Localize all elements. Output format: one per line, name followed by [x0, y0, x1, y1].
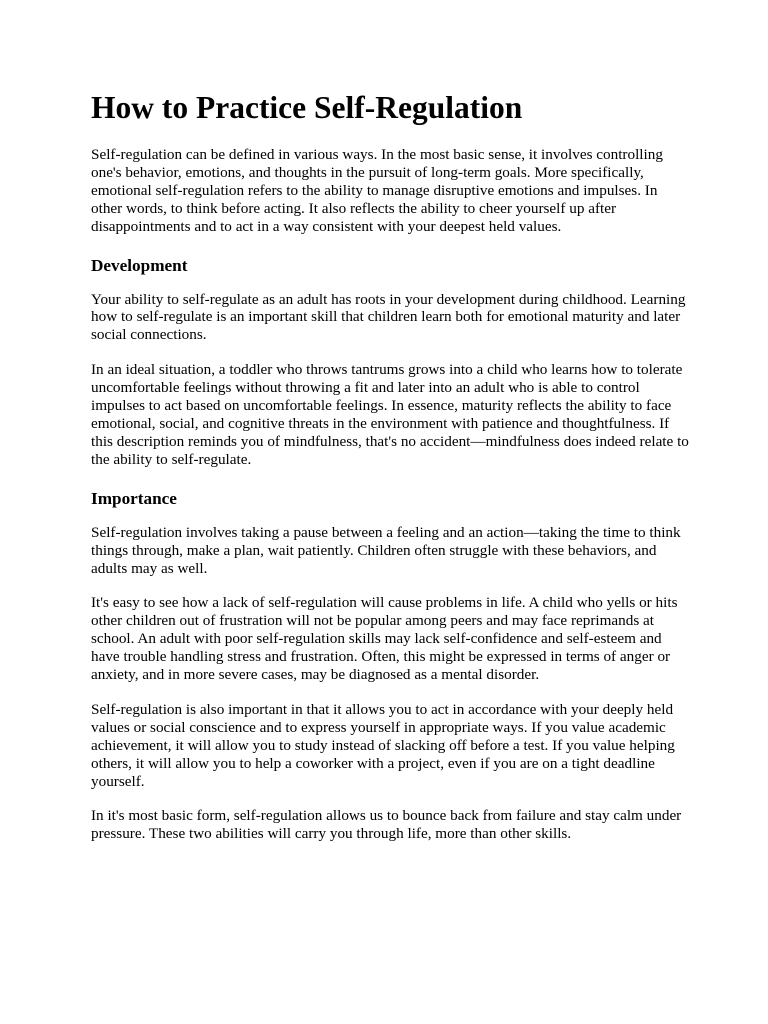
document-page [91, 88, 691, 860]
importance-paragraph-3: Self-regulation is also important in that it allows you to act in accordance with your deeply held values or social conscience and to express yourself in appropriate ways. If you value academic achievement, it will allow you to study instead of slacking off before a test. If you value helping others, it will allow you to help a coworker with a project, even if you are on a tight deadline yourself. [91, 700, 675, 790]
section-heading-development: Development [91, 255, 188, 275]
development-paragraph-1: Your ability to self-regulate as an adult has roots in your development during childhood. Learning how to self-regulate is an important skill that children learn both for emotional maturity and later social connections. [91, 290, 686, 344]
importance-paragraph-2: It's easy to see how a lack of self-regulation will cause problems in life. A child who yells or hits other children out of frustration will not be popular among peers and may face reprimands at school. An adult with poor self-regulation skills may lack self-confidence and self-esteem and have trouble handling stress and frustration. Often, this might be expressed in terms of anger or anxiety, and in more severe cases, may be diagnosed as a mental disorder. [91, 594, 678, 684]
section-heading-importance: Importance [91, 488, 177, 508]
importance-paragraph-1: Self-regulation involves taking a pause between a feeling and an action—taking the time to think things through, make a plan, wait patiently. Children often struggle with these behaviors, and adults may as well. [91, 523, 681, 577]
section-importance [91, 488, 691, 844]
importance-paragraph-4: In it's most basic form, self-regulation allows us to bounce back from failure and stay calm under pressure. These two abilities will carry you through life, more than other skills. [91, 807, 682, 843]
development-paragraph-2: In an ideal situation, a toddler who throws tantrums grows into a child who learns how to tolerate uncomfortable feelings without throwing a fit and later into an adult who is able to control impulses to act based on uncomfortable feelings. In essence, maturity reflects the ability to face emotional, social, and cognitive threats in the environment with patience and thoughtfulness. If this description reminds you of mindfulness, that's no accident—mindfulness does indeed relate to the ability to self-regulate. [91, 361, 689, 468]
section-development [91, 255, 691, 469]
page-title: How to Practice Self-Regulation [91, 90, 523, 125]
intro-paragraph: Self-regulation can be defined in various ways. In the most basic sense, it involves controlling one's behavior, emotions, and thoughts in the pursuit of long-term goals. More specifically, emotional self-regulation refers to the ability to manage disruptive emotions and impulses. In other words, to think before acting. It also reflects the ability to cheer yourself up after disappointments and to act in a way consistent with your deepest held values. [91, 146, 663, 235]
